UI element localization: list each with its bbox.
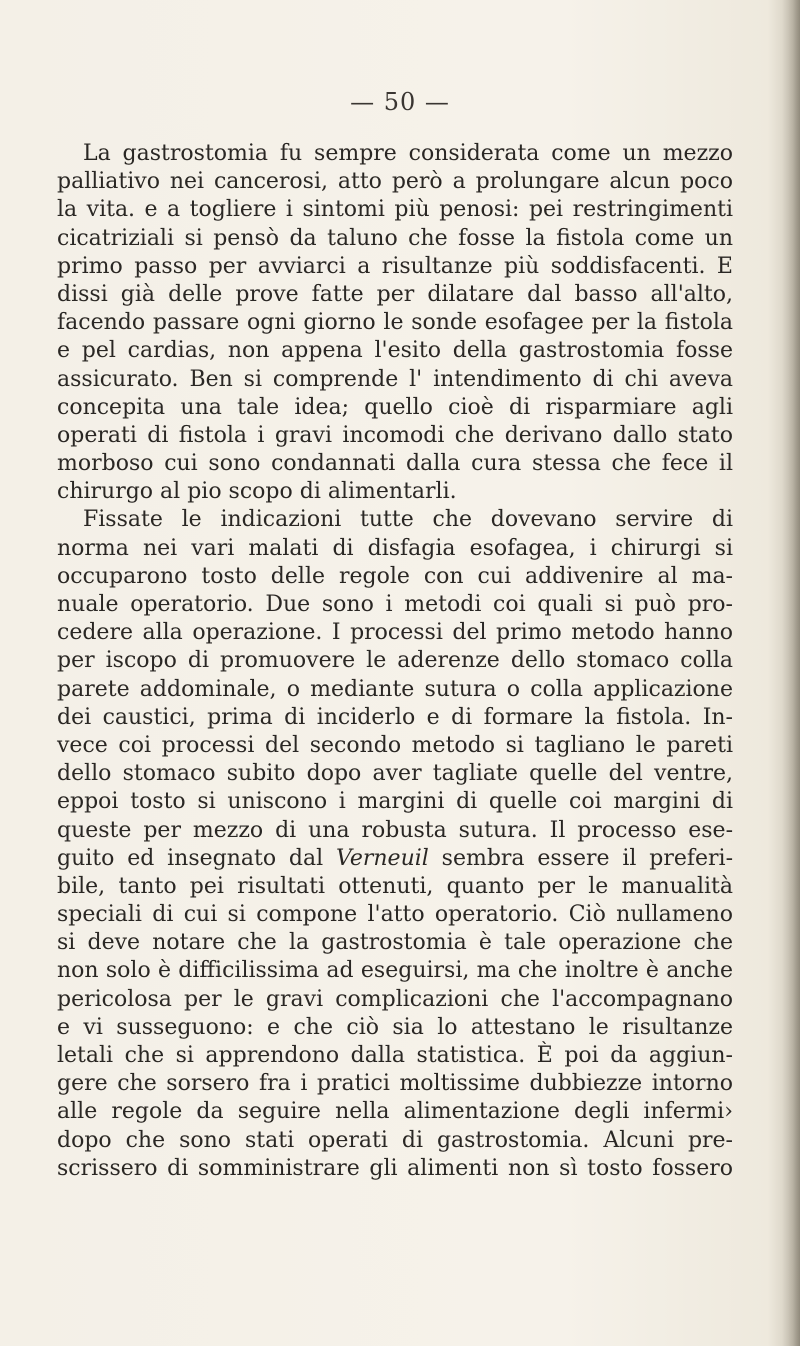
- text-line: assicurato. Ben si comprende l' intendimento di chi aveva: [57, 366, 733, 392]
- text-line: dello stomaco subito dopo aver tagliate quelle del ventre,: [57, 761, 733, 787]
- text-line: e pel cardias, non appena l'esito della gastrostomia fosse: [57, 338, 733, 364]
- author-name-italic: Verneuil: [335, 845, 429, 871]
- text-line: non solo è difficilissima ad eseguirsi, ma che inoltre è anche: [57, 958, 733, 984]
- text-line: nuale operatorio. Due sono i metodi coi quali si può pro-: [57, 592, 733, 617]
- text-line: palliativo nei cancerosi, atto però a prolungare alcun poco: [57, 169, 733, 195]
- text-line: queste per mezzo di una robusta sutura. Il processo ese-: [57, 817, 733, 843]
- body-text: [57, 140, 733, 1183]
- text-line: primo passo per avviarci a risultanze più soddisfacenti. E: [57, 253, 733, 279]
- page-number: — 50 —: [350, 88, 450, 116]
- text-line: vece coi processi del secondo metodo si tagliano le pareti: [57, 732, 733, 758]
- text-line: dei caustici, prima di inciderlo e di formare la fistola. In-: [57, 704, 733, 730]
- text-line: norma nei vari malati di disfagia esofagea, i chirurgi si: [57, 535, 733, 561]
- text-line: dopo che sono stati operati di gastrostomia. Alcuni pre-: [57, 1127, 733, 1153]
- page-edge-shadow: [782, 0, 800, 1346]
- text-line: facendo passare ogni giorno le sonde esofagee per la fistola: [57, 310, 733, 336]
- text-line: parete addominale, o mediante sutura o colla applicazione: [57, 676, 733, 702]
- text-line: concepita una tale idea; quello cioè di risparmiare agli: [57, 394, 733, 420]
- text-line: e vi susseguono: e che ciò sia lo attestano le risultanze: [57, 1014, 733, 1040]
- text-line: morboso cui sono condannati dalla cura stessa che fece il: [57, 451, 733, 477]
- text-line: letali che si apprendono dalla statistica. È poi da aggiun-: [57, 1043, 733, 1068]
- text-line: speciali di cui si compone l'atto operatorio. Ciò nullameno: [57, 902, 733, 928]
- text-line: si deve notare che la gastrostomia è tale operazione che: [57, 930, 733, 956]
- text-line: cicatriziali si pensò da taluno che fosse la fistola come un: [57, 225, 733, 251]
- text-line: La gastrostomia fu sempre considerata come un mezzo: [83, 141, 733, 166]
- text-line: operati di fistola i gravi incomodi che derivano dallo stato: [57, 422, 733, 448]
- text-line: bile, tanto pei risultati ottenuti, quanto per le manualità: [57, 873, 733, 899]
- text-line: scrissero di somministrare gli alimenti non sì tosto fossero: [57, 1155, 733, 1181]
- text-line: pericolosa per le gravi complicazioni che l'accompagnano: [57, 986, 733, 1012]
- text-segment: sembra essere il preferi-: [428, 845, 734, 871]
- text-line: eppoi tosto si uniscono i margini di quelle coi margini di: [57, 789, 733, 815]
- text-line: [57, 845, 733, 873]
- text-line: dissi già delle prove fatte per dilatare dal basso all'alto,: [57, 281, 733, 307]
- text-line: cedere alla operazione. I processi del primo metodo hanno: [57, 620, 733, 646]
- text-line: gere che sorsero fra i pratici moltissime dubbiezze intorno: [57, 1071, 733, 1097]
- text-line: per iscopo di promuovere le aderenze dello stomaco colla: [57, 648, 733, 674]
- text-line: la vita. e a togliere i sintomi più penosi: pei restringimenti: [57, 197, 733, 223]
- text-segment: guito ed insegnato dal: [57, 845, 336, 871]
- text-line: alle regole da seguire nella alimentazione degli infermi›: [57, 1099, 733, 1125]
- text-line: occuparono tosto delle regole con cui addivenire al ma-: [57, 563, 733, 589]
- text-line: Fissate le indicazioni tutte che dovevano servire di: [83, 507, 733, 533]
- text-line: chirurgo al pio scopo di alimentarli.: [57, 479, 457, 505]
